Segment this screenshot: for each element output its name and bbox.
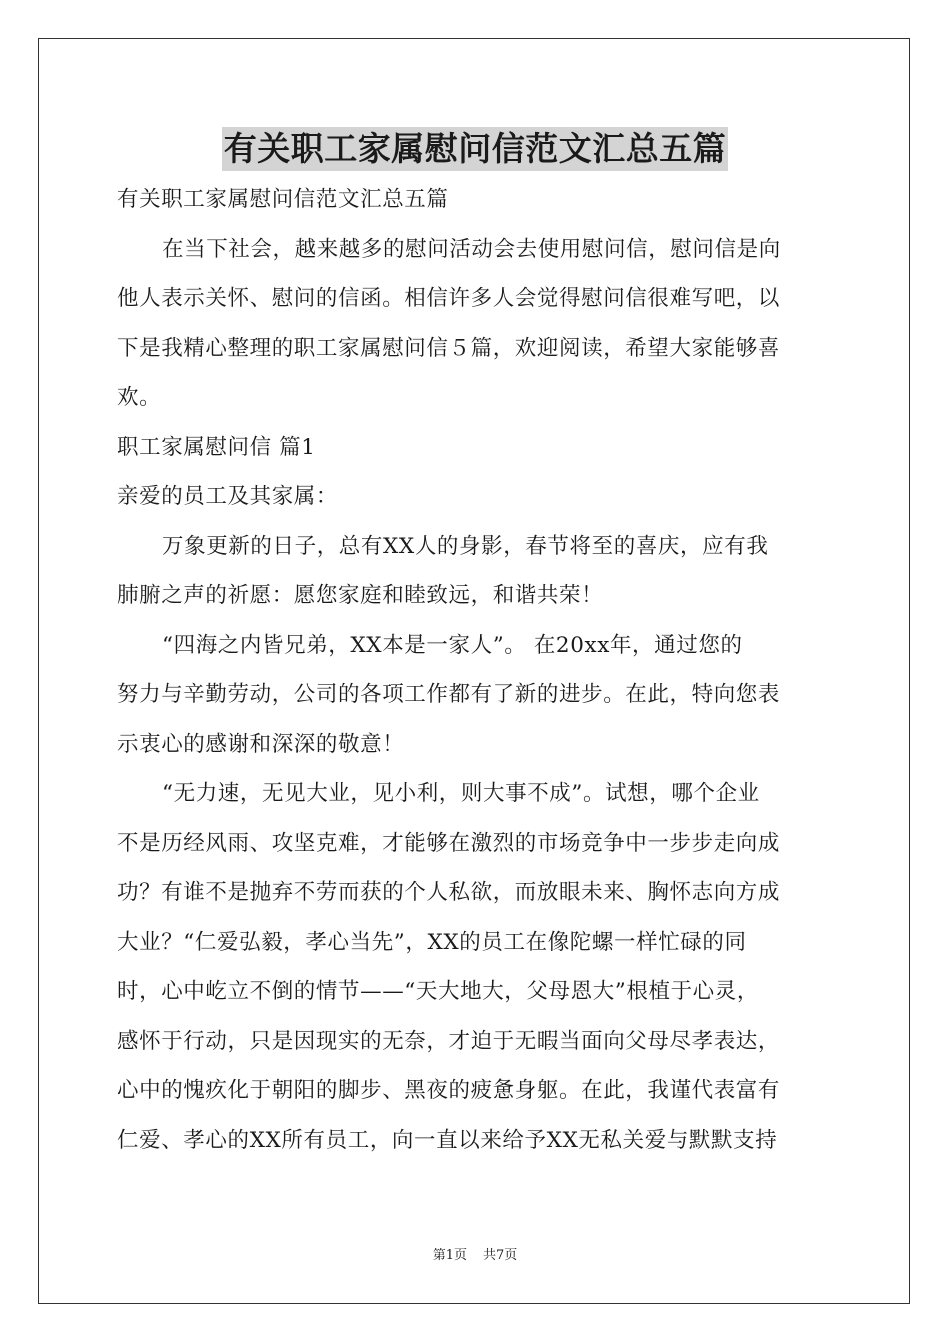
text-line: 肺腑之声的祈愿：愿您家庭和睦致远，和谐共荣！ (117, 583, 604, 608)
text-line: “四海之内皆兄弟，XX本是一家人”。 在20xx年，通过您的 (162, 632, 743, 658)
text-line: 心中的愧疚化于朝阳的脚步、黑夜的疲惫身躯。在此，我谨代表富有 (117, 1078, 781, 1103)
page-footer (0, 1246, 950, 1266)
text-line: 亲爱的员工及其家属： (117, 484, 339, 509)
text-line: “无力速，无见大业，见小利，则大事不成”。试想，哪个企业 (162, 781, 760, 806)
text-line: 万象更新的日子，总有XX人的身影，春节将至的喜庆，应有我 (162, 533, 769, 559)
text-line: 职工家属慰问信 篇1 (117, 434, 316, 460)
text-line: 感怀于行动，只是因现实的无奈，才迫于无暇当面向父母尽孝表达， (117, 1028, 781, 1054)
text-line: 努力与辛勤劳动，公司的各项工作都有了新的进步。在此，特向您表 (117, 682, 781, 707)
text-line: 不是历经风雨、攻坚克难，才能够在激烈的市场竞争中一步步走向成 (117, 830, 781, 856)
text-line: 示衷心的感谢和深深的敬意！ (117, 731, 405, 757)
page-total: 共7页 (483, 1248, 518, 1263)
text-line: 下是我精心整理的职工家属慰问信５篇，欢迎阅读，希望大家能够喜 (117, 335, 781, 361)
text-line: 仁爱、孝心的XX所有员工，向一直以来给予XX无私关爱与默默支持 (117, 1127, 778, 1153)
text-line: 欢。 (117, 385, 162, 410)
document-body (117, 175, 835, 1165)
document-title: 有关职工家属慰问信范文汇总五篇 (222, 127, 729, 171)
text-line: 他人表示关怀、慰问的信函。相信许多人会觉得慰问信很难写吧，以 (117, 286, 781, 311)
text-line: 在当下社会，越来越多的慰问活动会去使用慰问信，慰问信是向 (162, 236, 781, 262)
text-line: 有关职工家属慰问信范文汇总五篇 (117, 187, 449, 212)
text-line: 大业？“仁爱弘毅，孝心当先”，XX的员工在像陀螺一样忙碌的同 (117, 929, 747, 955)
title-container (0, 127, 950, 171)
page-number: 第1页 (432, 1248, 467, 1263)
text-line: 功？有谁不是抛弃不劳而获的个人私欲，而放眼未来、胸怀志向方成 (117, 880, 781, 905)
text-line: 时，心中屹立不倒的情节——“天大地大，父母恩大”根植于心灵， (117, 979, 759, 1004)
